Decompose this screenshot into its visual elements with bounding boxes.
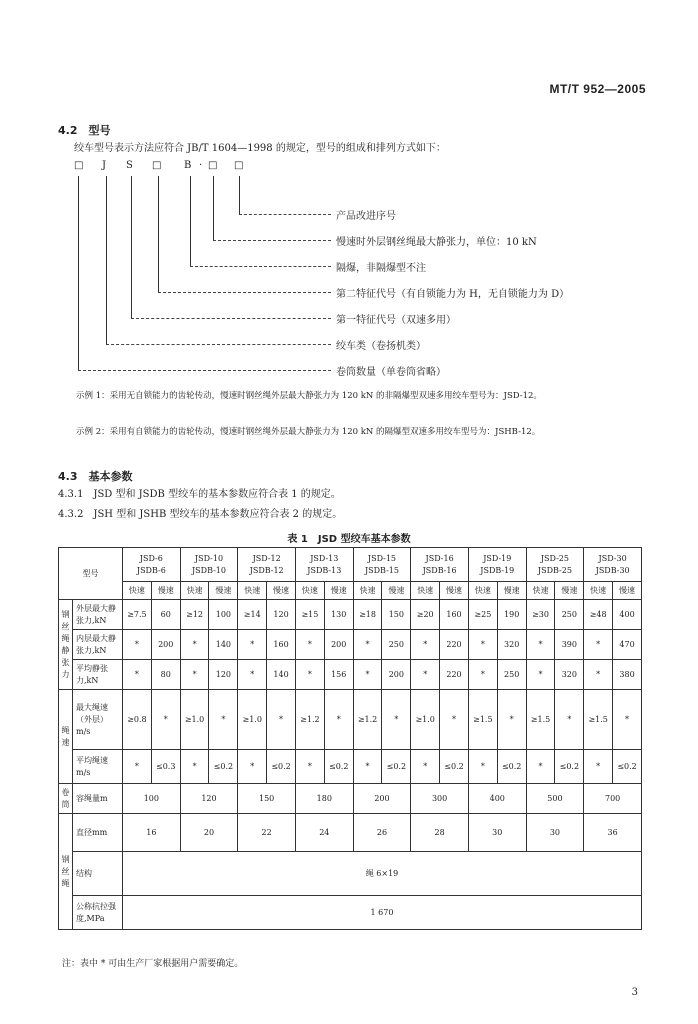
model-code: JSD-15 <box>367 553 397 563</box>
table-cell: 300 <box>411 784 469 814</box>
table-cell: 190 <box>497 600 526 630</box>
table-cell: ≥7.5 <box>123 600 152 630</box>
code-part: □ <box>152 160 162 171</box>
code-label: 第二特征代号（有自锁能力为 H，无自锁能力为 D） <box>336 289 570 300</box>
code-part: □ <box>74 160 84 171</box>
table-cell: * <box>497 690 526 750</box>
table-cell: 22 <box>238 814 296 852</box>
group-label: 钢丝绳 <box>59 814 73 930</box>
fast-header: 快速 <box>295 582 324 600</box>
table-cell: 400 <box>613 600 642 630</box>
table-cell: * <box>468 660 497 690</box>
table-cell: 320 <box>497 630 526 660</box>
table-cell: ≥18 <box>353 600 382 630</box>
model-name <box>123 548 181 582</box>
table-row <box>59 660 642 690</box>
table-cell: 24 <box>295 814 353 852</box>
table-row <box>59 630 642 660</box>
table-cell: 60 <box>151 600 180 630</box>
table-row <box>59 600 642 630</box>
table-cell: ≥25 <box>468 600 497 630</box>
fast-header: 快速 <box>180 582 209 600</box>
slow-header: 慢速 <box>613 582 642 600</box>
code-label: 隔爆，非隔爆型不注 <box>336 263 426 274</box>
table-cell: ≥20 <box>411 600 440 630</box>
table-cell: 20 <box>180 814 238 852</box>
table-cell: 36 <box>584 814 642 852</box>
code-part: □ <box>208 160 218 171</box>
row-label: 公称抗拉强度,MPa <box>73 896 123 930</box>
table-cell: ≥12 <box>180 600 209 630</box>
table-cell: * <box>353 750 382 784</box>
table-cell: * <box>613 690 642 750</box>
table-cell: * <box>123 750 152 784</box>
table-cell: 380 <box>613 660 642 690</box>
row-label: 最大绳速（外层）m/s <box>73 690 123 750</box>
table-cell: * <box>238 750 267 784</box>
table-cell: 120 <box>180 784 238 814</box>
model-name <box>353 548 411 582</box>
row-label: 结构 <box>73 852 123 896</box>
table-row <box>59 690 642 750</box>
para-4-3-1: 4.3.1 JSD 型和 JSDB 型绞车的基本参数应符合表 1 的规定。 <box>58 489 341 500</box>
fast-header: 快速 <box>584 582 613 600</box>
table-cell: * <box>382 690 411 750</box>
section-4-3-title: 4.3 基本参数 <box>58 470 133 483</box>
table-cell: * <box>123 660 152 690</box>
table-cell: ≤0.2 <box>497 750 526 784</box>
model-code: JSD-10 <box>194 553 224 563</box>
table-row <box>59 750 642 784</box>
table-cell: 140 <box>267 660 296 690</box>
table-cell: * <box>584 630 613 660</box>
table-cell: * <box>468 630 497 660</box>
table-cell: 120 <box>267 600 296 630</box>
table-cell: 200 <box>353 784 411 814</box>
table-cell: * <box>180 630 209 660</box>
model-code-explosion-proof: JSDB-12 <box>249 565 284 575</box>
table-cell: 200 <box>324 630 353 660</box>
table-cell: 160 <box>440 600 469 630</box>
table-cell: ≤0.3 <box>151 750 180 784</box>
table-cell: 700 <box>584 784 642 814</box>
fast-header: 快速 <box>411 582 440 600</box>
model-header: 型号 <box>59 548 123 600</box>
table-cell: 220 <box>440 660 469 690</box>
code-label: 绞车类（卷扬机类） <box>336 341 426 352</box>
table-cell: 80 <box>151 660 180 690</box>
slow-header: 慢速 <box>209 582 238 600</box>
table-row <box>59 582 642 600</box>
table-cell: 150 <box>238 784 296 814</box>
table-cell: ≥1.0 <box>180 690 209 750</box>
table-cell: * <box>526 750 555 784</box>
slow-header: 慢速 <box>555 582 584 600</box>
table-cell: 180 <box>295 784 353 814</box>
table-cell: 150 <box>382 600 411 630</box>
model-code: JSD-12 <box>252 553 281 563</box>
model-code: JSD-19 <box>483 553 512 563</box>
table-cell: * <box>123 630 152 660</box>
table-cell: ≥0.8 <box>123 690 152 750</box>
section-4-2-intro: 绞车型号表示方法应符合 JB/T 1604—1998 的规定，型号的组成和排列方式如下： <box>74 143 446 154</box>
table-cell: * <box>353 630 382 660</box>
table-cell: 140 <box>209 630 238 660</box>
table-cell: * <box>555 690 584 750</box>
model-code: JSD-25 <box>540 553 569 563</box>
table-cell: * <box>238 630 267 660</box>
table-cell: ≤0.2 <box>613 750 642 784</box>
model-code-explosion-proof: JSDB-15 <box>364 565 399 575</box>
table-cell: * <box>411 660 440 690</box>
slow-header: 慢速 <box>382 582 411 600</box>
table-cell: * <box>324 690 353 750</box>
model-code-explosion-proof: JSDB-6 <box>136 565 166 575</box>
table-cell: ≥1.5 <box>526 690 555 750</box>
code-part: □ <box>234 160 244 171</box>
model-name <box>526 548 584 582</box>
row-label: 平均绳速m/s <box>73 750 123 784</box>
table-cell: ≥48 <box>584 600 613 630</box>
code-label: 慢速时外层钢丝绳最大静张力，单位：10 kN <box>336 237 537 248</box>
table-cell: 250 <box>497 660 526 690</box>
table-cell: 130 <box>324 600 353 630</box>
table-cell: ≤0.2 <box>267 750 296 784</box>
table-cell: 200 <box>382 660 411 690</box>
model-name <box>238 548 296 582</box>
table-cell: 30 <box>468 814 526 852</box>
table-cell: * <box>267 690 296 750</box>
table-cell: * <box>584 660 613 690</box>
table-cell: ≤0.2 <box>555 750 584 784</box>
table-cell: * <box>238 660 267 690</box>
table-row <box>59 852 642 896</box>
table-cell: * <box>151 690 180 750</box>
code-part: · <box>199 160 203 171</box>
para-4-3-2: 4.3.2 JSH 型和 JSHB 型绞车的基本参数应符合表 2 的规定。 <box>58 509 343 520</box>
table-cell: * <box>526 660 555 690</box>
row-label: 内层最大静张力,kN <box>73 630 123 660</box>
table-row <box>59 814 642 852</box>
table-note: 注：表中 * 可由生产厂家根据用户需要确定。 <box>62 959 244 969</box>
model-code: JSD-30 <box>598 553 627 563</box>
fast-header: 快速 <box>238 582 267 600</box>
code-part: S <box>126 160 133 171</box>
table-caption: 表 1 JSD 型绞车基本参数 <box>287 534 411 545</box>
model-name <box>180 548 238 582</box>
table-cell: ≥14 <box>238 600 267 630</box>
table-cell: * <box>295 660 324 690</box>
model-code-explosion-proof: JSDB-16 <box>422 565 457 575</box>
table-cell: 28 <box>411 814 469 852</box>
table-cell: ≤0.2 <box>209 750 238 784</box>
table-cell: * <box>180 750 209 784</box>
model-name <box>411 548 469 582</box>
parameter-table <box>58 547 642 930</box>
fast-header: 快速 <box>123 582 152 600</box>
slow-header: 慢速 <box>440 582 469 600</box>
table-cell: 500 <box>526 784 584 814</box>
model-name <box>468 548 526 582</box>
table-cell: 390 <box>555 630 584 660</box>
group-label: 卷筒 <box>59 784 73 814</box>
table-cell: * <box>209 690 238 750</box>
slow-header: 慢速 <box>497 582 526 600</box>
row-label: 外层最大静张力,kN <box>73 600 123 630</box>
model-name <box>584 548 642 582</box>
section-4-2-title: 4.2 型号 <box>58 124 111 137</box>
table-row <box>59 896 642 930</box>
table-cell: 100 <box>209 600 238 630</box>
code-label: 卷筒数量（单卷筒省略） <box>336 367 446 378</box>
model-code: JSD-6 <box>139 553 163 563</box>
table-cell: ≤0.2 <box>440 750 469 784</box>
table-cell: * <box>468 750 497 784</box>
model-code-explosion-proof: JSDB-13 <box>307 565 342 575</box>
table-cell: 220 <box>440 630 469 660</box>
rope-strength: 1 670 <box>123 896 642 930</box>
rope-structure: 绳 6×19 <box>123 852 642 896</box>
table-cell: 26 <box>353 814 411 852</box>
row-label: 直径mm <box>73 814 123 852</box>
table-cell: 30 <box>526 814 584 852</box>
code-part: J <box>102 160 107 171</box>
model-name <box>295 548 353 582</box>
slow-header: 慢速 <box>151 582 180 600</box>
row-label: 平均静张力,kN <box>73 660 123 690</box>
table-cell: 320 <box>555 660 584 690</box>
model-code-diagram <box>74 160 674 390</box>
table-cell: ≤0.2 <box>324 750 353 784</box>
table-cell: 470 <box>613 630 642 660</box>
table-cell: ≤0.2 <box>382 750 411 784</box>
standard-number: MT/T 952—2005 <box>549 82 646 96</box>
table-cell: 100 <box>123 784 181 814</box>
table-cell: * <box>411 630 440 660</box>
model-code-explosion-proof: JSDB-30 <box>595 565 630 575</box>
table-cell: ≥15 <box>295 600 324 630</box>
table-cell: * <box>584 750 613 784</box>
table-cell: ≥1.5 <box>468 690 497 750</box>
fast-header: 快速 <box>526 582 555 600</box>
table-cell: * <box>526 630 555 660</box>
table-cell: * <box>353 660 382 690</box>
table-cell: ≥1.5 <box>584 690 613 750</box>
table-cell: 200 <box>151 630 180 660</box>
table-cell: * <box>440 690 469 750</box>
table-cell: 16 <box>123 814 181 852</box>
example-2: 示例 2：采用有自锁能力的齿轮传动，慢速时钢丝绳外层最大静张力为 120 kN 的隔爆型双速多用绞车型号为：JSHB-12。 <box>76 427 541 437</box>
slow-header: 慢速 <box>267 582 296 600</box>
table-cell: 250 <box>555 600 584 630</box>
table-cell: 120 <box>209 660 238 690</box>
table-cell: ≥1.2 <box>295 690 324 750</box>
table-cell: 250 <box>382 630 411 660</box>
table-cell: ≥30 <box>526 600 555 630</box>
table-cell: * <box>411 750 440 784</box>
table-cell: 156 <box>324 660 353 690</box>
model-code: JSD-13 <box>310 553 339 563</box>
table-cell: * <box>295 750 324 784</box>
slow-header: 慢速 <box>324 582 353 600</box>
model-code-explosion-proof: JSDB-10 <box>191 565 226 575</box>
model-code-explosion-proof: JSDB-19 <box>480 565 515 575</box>
table-row <box>59 784 642 814</box>
table-cell: * <box>295 630 324 660</box>
table-row <box>59 548 642 582</box>
table-cell: 160 <box>267 630 296 660</box>
model-code: JSD-16 <box>425 553 454 563</box>
example-1: 示例 1：采用无自锁能力的齿轮传动，慢速时钢丝绳外层最大静张力为 120 kN 的非隔爆型双速多用绞车型号为：JSD-12。 <box>76 391 542 401</box>
code-label: 第一特征代号（双速多用） <box>336 315 456 326</box>
code-label: 产品改进序号 <box>336 211 396 222</box>
row-label: 容绳量m <box>73 784 123 814</box>
code-part: B <box>184 160 192 171</box>
model-code-explosion-proof: JSDB-25 <box>537 565 572 575</box>
table-cell: ≥1.0 <box>411 690 440 750</box>
group-label: 钢丝绳静张力 <box>59 600 73 690</box>
table-cell: * <box>180 660 209 690</box>
fast-header: 快速 <box>353 582 382 600</box>
table-cell: 400 <box>468 784 526 814</box>
group-label: 绳速 <box>59 690 73 784</box>
fast-header: 快速 <box>468 582 497 600</box>
page-number: 3 <box>631 987 638 998</box>
table-cell: ≥1.2 <box>353 690 382 750</box>
table-cell: ≥1.0 <box>238 690 267 750</box>
